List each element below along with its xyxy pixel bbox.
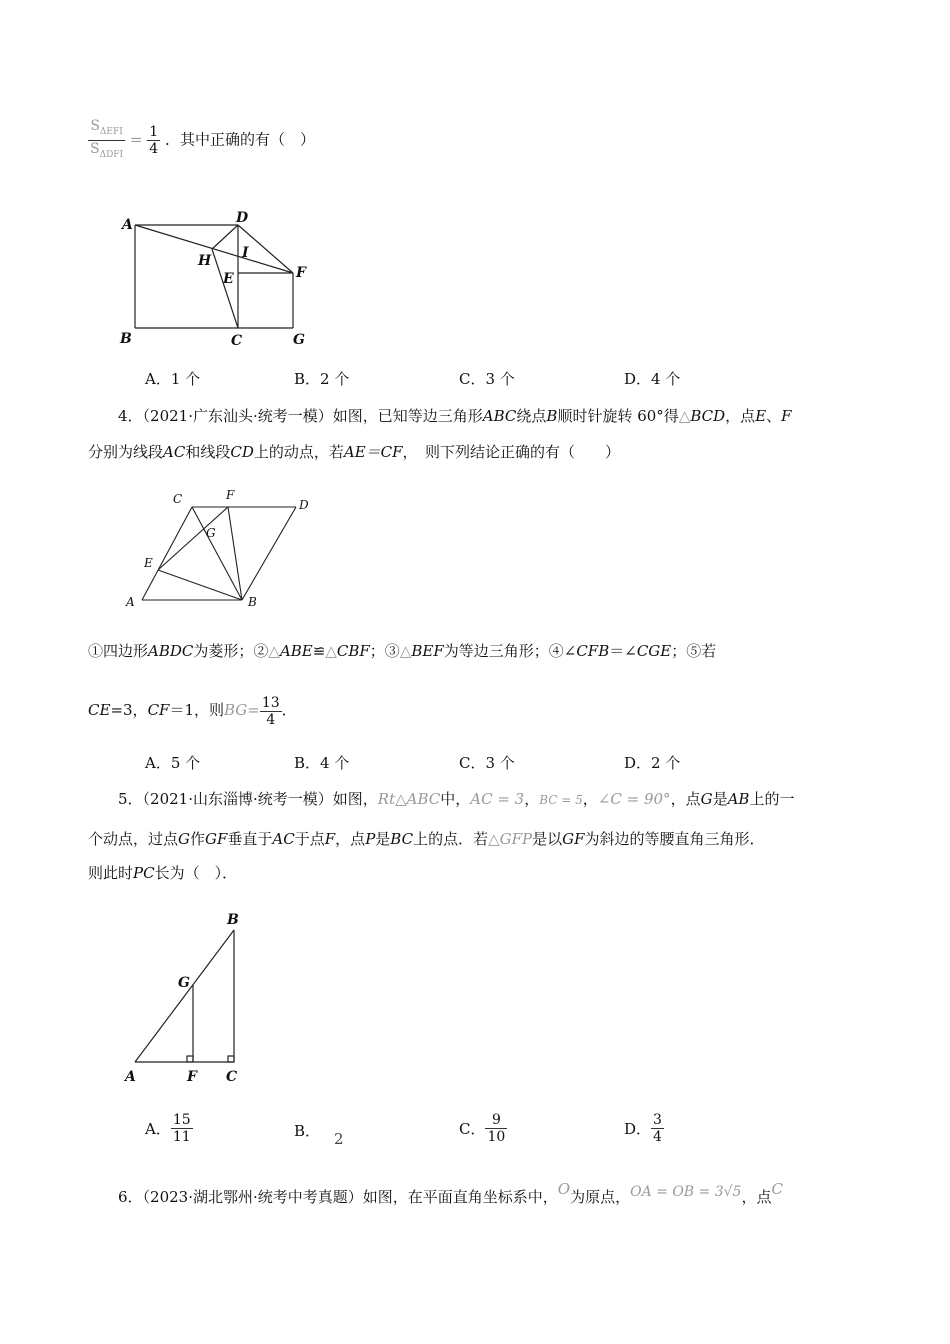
- label-f2: F: [226, 488, 235, 502]
- right-angle-c: [228, 1056, 234, 1062]
- q6-oaob: OA = OB = 3√5: [630, 1184, 742, 1200]
- q5-option-b[interactable]: [294, 1120, 344, 1148]
- q5-angle: ∠C = 90°: [597, 790, 671, 808]
- bg-den: 4: [260, 711, 282, 728]
- line-ef2: [158, 507, 228, 570]
- q5-gf: GF: [205, 830, 228, 848]
- q4-abdc: ABDC: [148, 642, 194, 660]
- q5-opt-b-label: B．: [294, 1122, 321, 1140]
- label-g2: G: [206, 526, 216, 540]
- line-bd2: [242, 507, 296, 600]
- quarter-fraction: [147, 124, 160, 157]
- q6-t1c: ，点: [741, 1188, 772, 1206]
- q4-s1e: ；⑤若: [671, 642, 717, 660]
- q5-opt-d-num: 3: [653, 1112, 662, 1128]
- label-e2: E: [144, 556, 153, 570]
- q3-option-c[interactable]: C．3 个: [459, 370, 515, 388]
- q6-c: C: [771, 1180, 783, 1198]
- bg-num: 13: [261, 694, 280, 711]
- q5-t3b: 长为（ ）．: [154, 864, 238, 882]
- q4-bef: BEF: [411, 642, 444, 660]
- q5-f: F: [324, 830, 336, 848]
- q6-t1a: 如图，在平面直角坐标系中，: [362, 1188, 558, 1206]
- q4-cge: CGE: [636, 642, 672, 660]
- q6-t1b: 为原点，: [570, 1188, 631, 1206]
- label-c: C: [231, 333, 243, 349]
- q5-p: P: [365, 830, 376, 848]
- q4-cfb: CFB: [576, 642, 610, 660]
- q5-t2i: 为斜边的等腰直角三角形．: [584, 830, 765, 848]
- q4-cbf: CBF: [336, 642, 370, 660]
- q5-ab: AB: [727, 790, 750, 808]
- q4-t1d: ，点: [725, 407, 756, 425]
- q5-opt-c-num: 9: [491, 1112, 501, 1128]
- label-a: A: [122, 217, 133, 233]
- q5-bc5: BC = 5: [539, 793, 583, 807]
- label-a2: A: [126, 595, 135, 609]
- q4-t1b: 绕点: [516, 407, 547, 425]
- q5-t2b: 作: [190, 830, 206, 848]
- q5-number: 5．: [118, 790, 143, 808]
- q6-source: （2023·湖北鄂州·统考中考真题）: [142, 1188, 363, 1206]
- q4-abc: ABC: [482, 407, 517, 425]
- label-b: B: [120, 331, 132, 347]
- q5-gf2: GF: [562, 830, 585, 848]
- num-s: S: [90, 118, 100, 134]
- label-i: I: [242, 245, 249, 261]
- label-g3: G: [178, 975, 190, 991]
- q5-c2: ，: [582, 790, 598, 808]
- line-ab3: [135, 930, 234, 1062]
- q5-opt-d-label: D．: [624, 1120, 652, 1138]
- q4-line-2: [88, 441, 620, 463]
- q5-t2g: 上的点．若: [413, 830, 489, 848]
- figure-right-triangle: [120, 905, 260, 1090]
- q5-line-3: [88, 862, 237, 884]
- q5-t2h: 是以: [532, 830, 563, 848]
- quarter-den: 4: [149, 140, 159, 157]
- q5-opt-a-label: A．: [145, 1120, 171, 1138]
- figure-square: [110, 205, 325, 355]
- q4-f: F: [781, 407, 792, 425]
- q4-ce: CE: [88, 701, 111, 719]
- q6-o: O: [557, 1180, 571, 1198]
- label-c2: C: [173, 492, 183, 506]
- q4-eqsign: ＝∠: [609, 642, 637, 660]
- question-tail: ．其中正确的有（ ）: [164, 130, 315, 149]
- q4-s2a: =3，: [110, 701, 148, 719]
- figure-rhombus: [120, 485, 320, 610]
- q4-option-a[interactable]: A．5 个: [145, 754, 201, 772]
- q4-t2a: 分别为线段: [88, 443, 164, 461]
- q4-t1a: 如图，已知等边三角形: [332, 407, 483, 425]
- right-angle-f: [187, 1056, 193, 1062]
- line-ac2: [142, 507, 192, 600]
- line-dh: [212, 225, 238, 249]
- q4-s2c: ．: [281, 701, 297, 719]
- label-h: H: [198, 253, 212, 269]
- q4-tri: △: [678, 407, 691, 425]
- q5-t3a: 则此时: [88, 864, 134, 882]
- q4-e: E: [755, 407, 767, 425]
- q4-ac: AC: [163, 443, 186, 461]
- q4-s1b: 为菱形；②: [193, 642, 269, 660]
- q4-statements-1: [88, 640, 716, 662]
- q5-t1e: 上的一: [749, 790, 795, 808]
- q5-source: （2021·山东淄博·统考一模）: [142, 790, 333, 808]
- q4-b: B: [546, 407, 558, 425]
- q5-opt-d-den: 4: [653, 1129, 662, 1145]
- q5-t2d: 于点: [294, 830, 325, 848]
- q4-tri-2: △: [268, 642, 280, 660]
- q4-s2eq: =: [247, 701, 260, 719]
- q5-line-1: [118, 788, 794, 811]
- q5-pc: PC: [133, 864, 155, 882]
- q5-rt: Rt△ABC: [377, 790, 441, 808]
- num-sub: ΔEFI: [99, 126, 123, 137]
- q5-opt-b-val: 2: [334, 1130, 344, 1148]
- q4-option-d[interactable]: D．2 个: [624, 754, 681, 772]
- q4-t1c: 顺时针旋转 60°得: [557, 407, 679, 425]
- q5-t2c: 垂直于: [227, 830, 273, 848]
- q4-sep: 、: [766, 407, 782, 425]
- q4-abe: ABE: [279, 642, 313, 660]
- q5-t2e: ，点: [335, 830, 366, 848]
- label-b2: B: [248, 595, 257, 609]
- q5-t1a: 如图，: [332, 790, 378, 808]
- q5-opt-a-den: 11: [172, 1129, 191, 1145]
- ratio-statement: [88, 118, 315, 163]
- line-hc: [212, 249, 238, 328]
- q4-t2d: ， 则下列结论正确的有（ ）: [402, 443, 621, 461]
- q4-line-1: [118, 405, 792, 427]
- label-g: G: [293, 332, 305, 348]
- equals: =: [129, 130, 143, 149]
- line-be2: [158, 570, 242, 600]
- q5-option-c[interactable]: [459, 1112, 507, 1145]
- q4-cd: CD: [230, 443, 254, 461]
- q3-option-a[interactable]: A．1 个: [145, 370, 201, 388]
- q3-option-b[interactable]: B．2 个: [294, 370, 350, 388]
- den-s: S: [90, 140, 100, 157]
- q5-c1: ，: [524, 790, 540, 808]
- quarter-num: 1: [149, 123, 159, 140]
- label-f3: F: [187, 1069, 197, 1085]
- label-f: F: [296, 265, 306, 281]
- q3-option-d[interactable]: D．4 个: [624, 370, 681, 388]
- q4-s2b: ＝1，则: [169, 701, 224, 719]
- q5-g: G: [700, 790, 713, 808]
- q4-s1c: ；③: [369, 642, 400, 660]
- q4-s1a: ①四边形: [88, 642, 149, 660]
- area-ratio-fraction: [88, 118, 125, 163]
- q4-source: （2021·广东汕头·统考一模）: [142, 407, 333, 425]
- q6-line-1: [118, 1180, 783, 1209]
- q4-cond: AE＝CF: [343, 443, 403, 461]
- q5-g2: G: [178, 830, 190, 848]
- line-af: [135, 225, 293, 273]
- q5-opt-c-label: C．: [459, 1120, 486, 1138]
- den-sub: ΔDFI: [99, 149, 124, 160]
- label-b3: B: [227, 912, 239, 928]
- q4-t2c: 上的动点，若: [253, 443, 344, 461]
- q5-opt-a-frac: [171, 1112, 193, 1145]
- q5-line-2: [88, 828, 765, 850]
- q4-tri-3: △: [325, 642, 337, 660]
- q5-option-d[interactable]: [624, 1112, 664, 1145]
- q4-t2b: 和线段: [185, 443, 231, 461]
- q4-number: 4．: [118, 407, 143, 425]
- label-d2: D: [299, 498, 309, 512]
- q4-bg: BG: [224, 701, 248, 719]
- label-c3: C: [226, 1069, 238, 1085]
- q5-t1c: ，点: [670, 790, 701, 808]
- bg-fraction: [260, 695, 282, 728]
- q5-opt-d-frac: [651, 1112, 664, 1145]
- label-d: D: [236, 210, 249, 226]
- label-a3: A: [125, 1069, 136, 1085]
- q5-t2a: 个动点，过点: [88, 830, 179, 848]
- q5-ac3: AC = 3: [470, 790, 525, 808]
- q5-opt-c-den: 10: [487, 1129, 506, 1145]
- q4-statements-2: [88, 692, 297, 728]
- q4-cf: CF: [147, 701, 170, 719]
- q6-number: 6．: [118, 1188, 143, 1206]
- q4-s1d: 为等边三角形；④∠: [443, 642, 577, 660]
- q5-t2f: 是: [375, 830, 391, 848]
- q5-bc: BC: [390, 830, 414, 848]
- label-e: E: [223, 271, 234, 287]
- q4-option-c[interactable]: C．3 个: [459, 754, 515, 772]
- q5-option-a[interactable]: [145, 1112, 193, 1145]
- q5-t1d: 是: [712, 790, 728, 808]
- q5-opt-c-frac: [485, 1112, 507, 1145]
- q5-opt-a-num: 15: [172, 1112, 191, 1128]
- q4-bcd: BCD: [690, 407, 726, 425]
- q4-cong: ≌: [312, 642, 326, 660]
- q4-option-b[interactable]: B．4 个: [294, 754, 350, 772]
- q4-tri-4: △: [399, 642, 412, 660]
- q5-ac: AC: [272, 830, 295, 848]
- q5-gfp: △GFP: [488, 830, 533, 848]
- q5-t1b: 中，: [440, 790, 471, 808]
